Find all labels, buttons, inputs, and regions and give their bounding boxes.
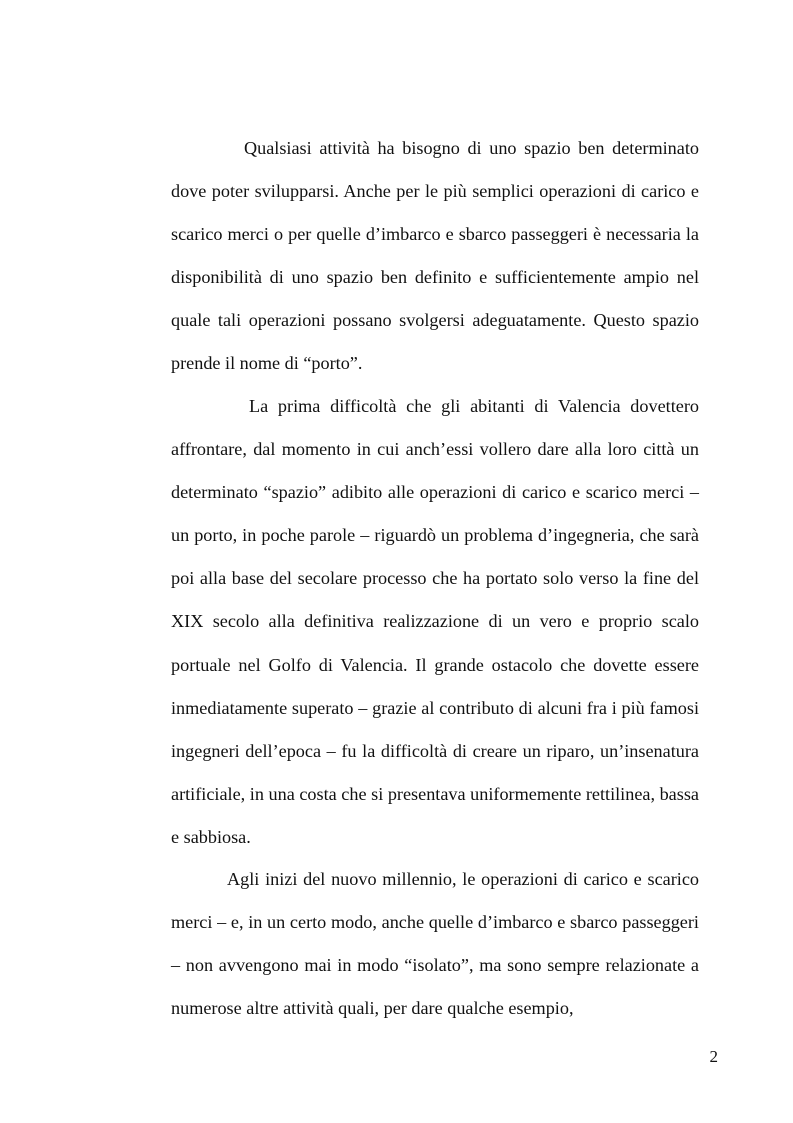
- paragraph-1-text: Qualsiasi attività ha bisogno di uno spazio ben determinato dove poter svilupparsi. Anche per le più semplici operazioni di carico e scarico merci o per quelle d’imbarco e sbarco passeggeri è necessaria la disponibilità di uno spazio ben definito e sufficientemente ampio nel quale tali operazioni possano svolgersi adeguatamente. Questo spazio prende il nome di “porto”.: [171, 138, 699, 374]
- paragraph-2: [171, 385, 699, 859]
- paragraph-2-text: La prima difficoltà che gli abitanti di Valencia dovettero affrontare, dal momento in cui anch’essi vollero dare alla loro città un determinato “spazio” adibito alle operazioni di carico e scarico merci – un porto, in poche parole – riguardò un problema d’ingegneria, che sarà poi alla base del secolare processo che ha portato solo verso la fine del XIX secolo alla definitiva realizzazione di un vero e proprio scalo portuale nel Golfo di Valencia. Il grande ostacolo che dovette essere inmediatamente superato – grazie al contributo di alcuni fra i più famosi ingegneri dell’epoca – fu la difficoltà di creare un riparo, un’insenatura artificiale, in una costa che si presentava uniformemente rettilinea, bassa e sabbiosa.: [171, 396, 699, 847]
- paragraph-1: [171, 127, 699, 386]
- paragraph-3: [171, 858, 699, 1030]
- page-number: 2: [709, 1047, 718, 1066]
- paragraph-3-text: Agli inizi del nuovo millennio, le operazioni di carico e scarico merci – e, in un certo modo, anche quelle d’imbarco e sbarco passeggeri – non avvengono mai in modo “isolato”, ma sono sempre relazionate a numerose altre attività quali, per dare qualche esempio,: [171, 869, 699, 1019]
